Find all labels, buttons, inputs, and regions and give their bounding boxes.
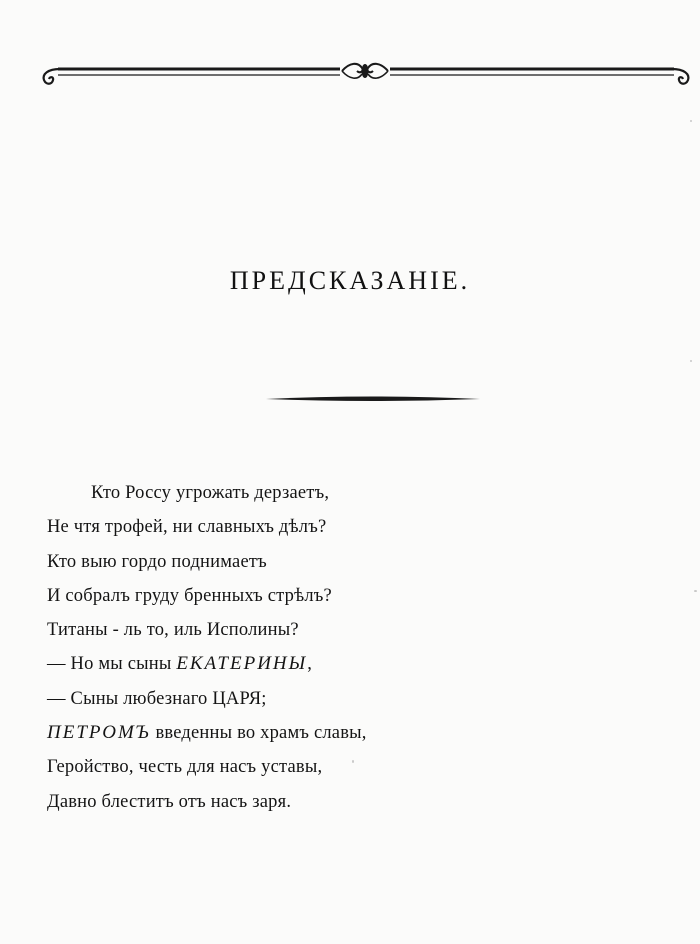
poem-line: Давно блеститъ отъ насъ заря. (47, 791, 292, 812)
poem-line: Кто выю гордо поднимаетъ (47, 551, 267, 572)
poem-name-ekaterina: ЕКАТЕРИНЫ (176, 653, 308, 675)
header-ornament-rule (40, 52, 692, 92)
paper-speck (694, 590, 697, 592)
poem-line-text: , (307, 654, 313, 675)
poem-line: Не чтя трофей, ни славныхъ дѣлъ? (47, 517, 327, 538)
poem-name-petrom: ПЕТРОМЪ (47, 722, 151, 744)
poem-title: ПРЕДСКАЗАНІЕ. (229, 266, 471, 295)
paper-speck (690, 360, 692, 362)
poem-line: Геройство, честь для насъ уставы, (47, 757, 323, 778)
poem-line (47, 716, 667, 750)
title-divider-rule (266, 393, 480, 405)
poem-line: Кто Россу угрожать дерзаетъ, (91, 483, 330, 503)
poem-line: Титаны - ль то, иль Исполины? (47, 620, 299, 641)
poem-line: И собралъ груду бренныхъ стрѣлъ? (47, 585, 332, 606)
paper-speck (690, 120, 692, 122)
poem-text (47, 476, 667, 819)
poem-line: — Сыны любезнаго ЦАРЯ; (47, 688, 267, 709)
poem-line-text: введенны во храмъ славы, (150, 723, 367, 744)
poem-line-text: — Но мы сыны (47, 654, 177, 675)
poem-line (47, 647, 667, 681)
paper-speck (352, 760, 354, 763)
